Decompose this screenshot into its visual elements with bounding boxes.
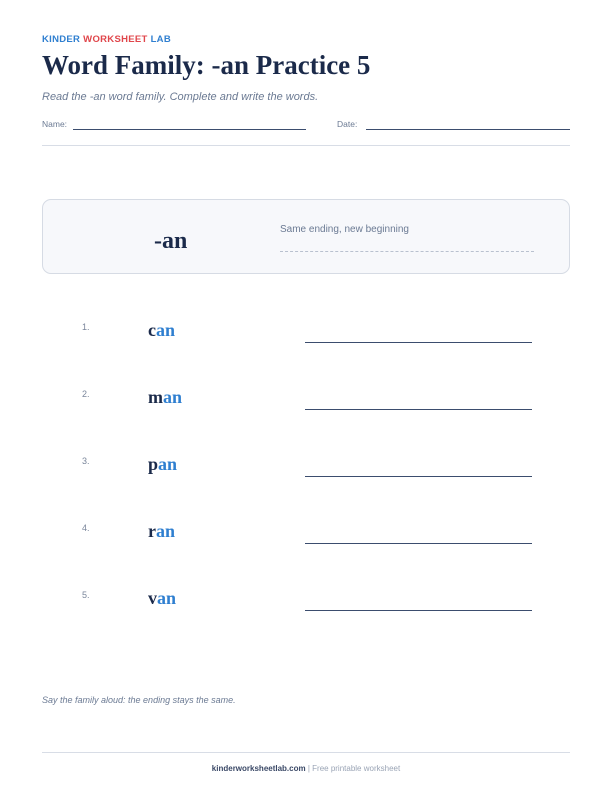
word-item [0, 523, 612, 563]
word-onset: v [148, 588, 157, 608]
item-number: 2. [82, 389, 90, 399]
item-number: 4. [82, 523, 90, 533]
item-number: 5. [82, 590, 90, 600]
footer-site-link[interactable]: kinderworksheetlab.com [211, 764, 306, 773]
item-word [148, 320, 175, 341]
word-onset: c [148, 320, 156, 340]
hint-dashed-line [280, 251, 534, 252]
word-family-box [42, 199, 570, 274]
footer-separator: | [305, 764, 313, 773]
word-onset: p [148, 454, 159, 474]
footer-note: Say the family aloud: the ending stays the same. [42, 695, 236, 705]
word-rime: an [158, 454, 178, 474]
header-divider [42, 145, 570, 146]
page-footer [0, 764, 612, 773]
item-word [148, 454, 177, 475]
item-word [148, 521, 175, 542]
item-word [148, 387, 182, 408]
word-family-ending: -an [154, 228, 188, 254]
brand-part-lab: LAB [147, 34, 171, 45]
word-item [0, 590, 612, 630]
footer-divider [42, 752, 570, 753]
page-title: Word Family: -an Practice 5 [42, 50, 371, 80]
word-rime: an [156, 320, 176, 340]
word-onset: m [148, 387, 163, 407]
item-number: 3. [82, 456, 90, 466]
date-field[interactable] [366, 129, 570, 130]
word-item [0, 389, 612, 429]
word-rime: an [156, 521, 176, 541]
footer-tagline: Free printable worksheet [312, 764, 401, 773]
name-label: Name: [42, 119, 68, 129]
write-line[interactable] [305, 610, 532, 611]
word-rime: an [163, 387, 183, 407]
word-item [0, 322, 612, 362]
item-number: 1. [82, 322, 90, 332]
word-onset: r [148, 521, 156, 541]
name-field[interactable] [73, 129, 306, 130]
brand-part-kinder: KINDER [42, 34, 84, 45]
instructions: Read the -an word family. Complete and write the words. [42, 91, 319, 103]
word-family-hint: Same ending, new beginning [280, 224, 409, 235]
write-line[interactable] [305, 476, 532, 477]
brand-logo [42, 34, 171, 45]
date-label: Date: [337, 119, 358, 129]
write-line[interactable] [305, 543, 532, 544]
brand-part-worksheet: WORKSHEET [83, 34, 148, 45]
item-word [148, 588, 176, 609]
write-line[interactable] [305, 342, 532, 343]
write-line[interactable] [305, 409, 532, 410]
word-item [0, 456, 612, 496]
word-rime: an [157, 588, 177, 608]
